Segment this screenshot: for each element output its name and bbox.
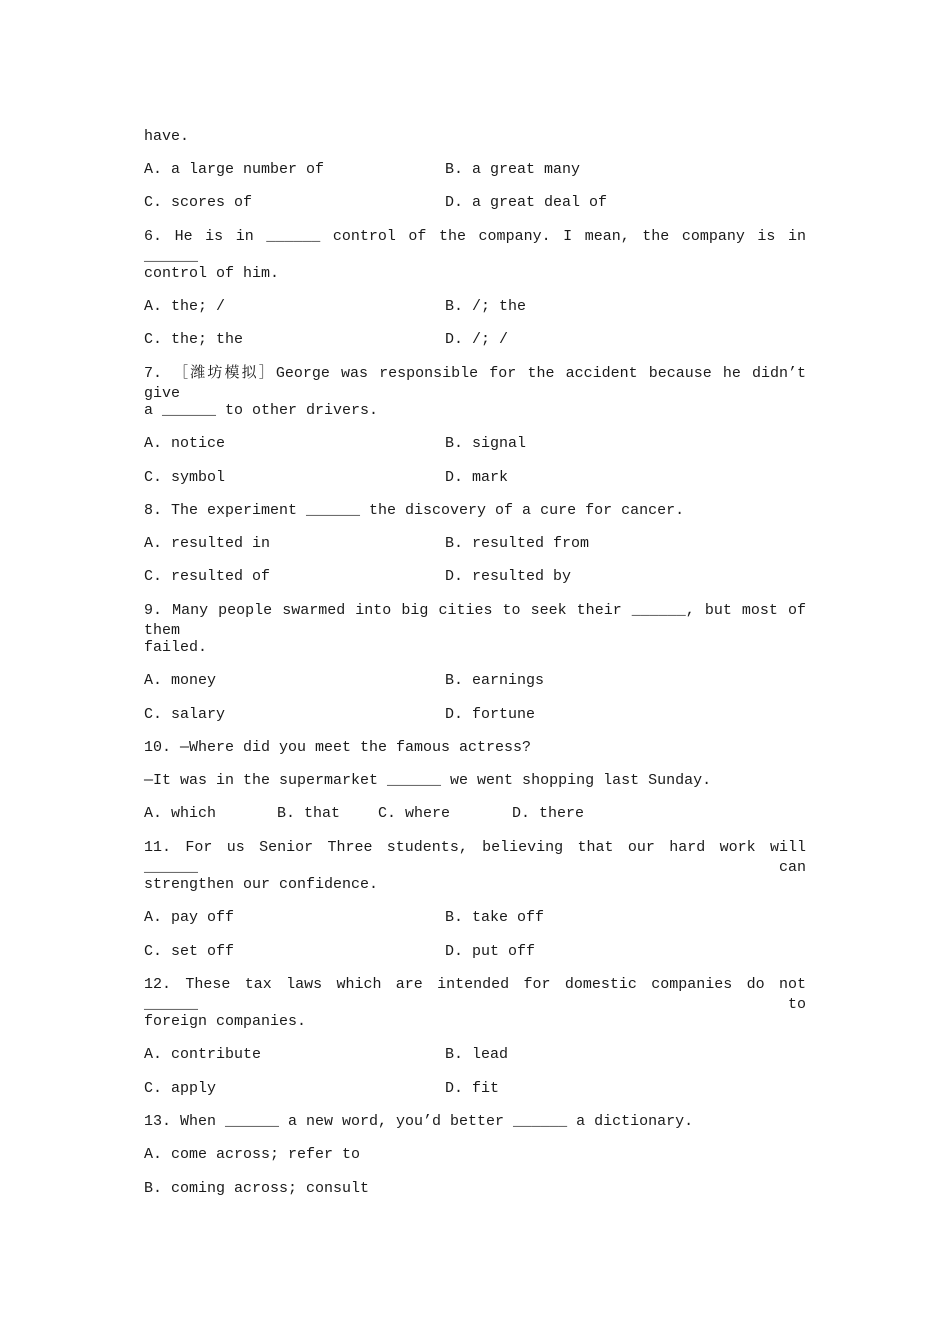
q6-option-b: B. /; the [445,298,527,315]
q10-option-c: C. where [378,805,451,822]
q10-option-d: D. there [512,805,585,822]
q13-stem-line1: 13. When ______ a new word, you’d better ______ a dictionary. [144,1113,694,1130]
q8-option-a: A. resulted in [144,535,271,552]
q8-option-d: D. resulted by [445,568,572,585]
q7-option-a: A. notice [144,435,226,452]
q10-option-a: A. which [144,805,217,822]
q5-option-c: C. scores of [144,194,253,211]
q12-option-c: C. apply [144,1080,217,1097]
q5-continuation: have. [144,128,190,145]
q5-option-b: B. a great many [445,161,581,178]
q6-option-d: D. /; / [445,331,509,348]
q11-option-b: B. take off [445,909,545,926]
q5-option-a: A. a large number of [144,161,325,178]
q8-stem-line1: 8. The experiment ______ the discovery of a cure for cancer. [144,502,685,519]
q9-stem-line1: 9. Many people swarmed into big cities to seek their ______, but most of them [144,602,806,639]
q8-option-c: C. resulted of [144,568,271,585]
q10-stem-line1: 10. —Where did you meet the famous actress? [144,739,532,756]
q7-option-c: C. symbol [144,469,226,486]
q7-stem-line2: a ______ to other drivers. [144,402,379,419]
q7-option-b: B. signal [445,435,527,452]
q6-stem-line2: control of him. [144,265,280,282]
q7-stem-line1: 7. ［潍坊模拟］George was responsible for the accident because he didn’t give [144,365,806,402]
q9-option-a: A. money [144,672,217,689]
q6-option-a: A. the; / [144,298,226,315]
q9-stem-line2: failed. [144,639,208,656]
q11-stem-line1: 11. For us Senior Three students, believing that our hard work will ______ can [144,839,806,876]
q12-option-b: B. lead [445,1046,509,1063]
q9-option-d: D. fortune [445,706,536,723]
q12-option-a: A. contribute [144,1046,262,1063]
q11-option-a: A. pay off [144,909,235,926]
q6-stem-line1: 6. He is in ______ control of the company. I mean, the company is in ______ [144,228,806,265]
q6-option-c: C. the; the [144,331,244,348]
q5-option-d: D. a great deal of [445,194,608,211]
q13-option-b: B. coming across; consult [144,1180,370,1197]
q10-option-b: B. that [277,805,341,822]
q12-option-d: D. fit [445,1080,500,1097]
q12-stem-line1: 12. These tax laws which are intended for domestic companies do not ______ to [144,976,806,1013]
q11-option-d: D. put off [445,943,536,960]
q12-stem-line2: foreign companies. [144,1013,307,1030]
q11-stem-line2: strengthen our confidence. [144,876,379,893]
q9-option-b: B. earnings [445,672,545,689]
q7-option-d: D. mark [445,469,509,486]
q9-option-c: C. salary [144,706,226,723]
q10-stem-line2: —It was in the supermarket ______ we went shopping last Sunday. [144,772,712,789]
q13-option-a: A. come across; refer to [144,1146,361,1163]
q11-option-c: C. set off [144,943,235,960]
q8-option-b: B. resulted from [445,535,590,552]
